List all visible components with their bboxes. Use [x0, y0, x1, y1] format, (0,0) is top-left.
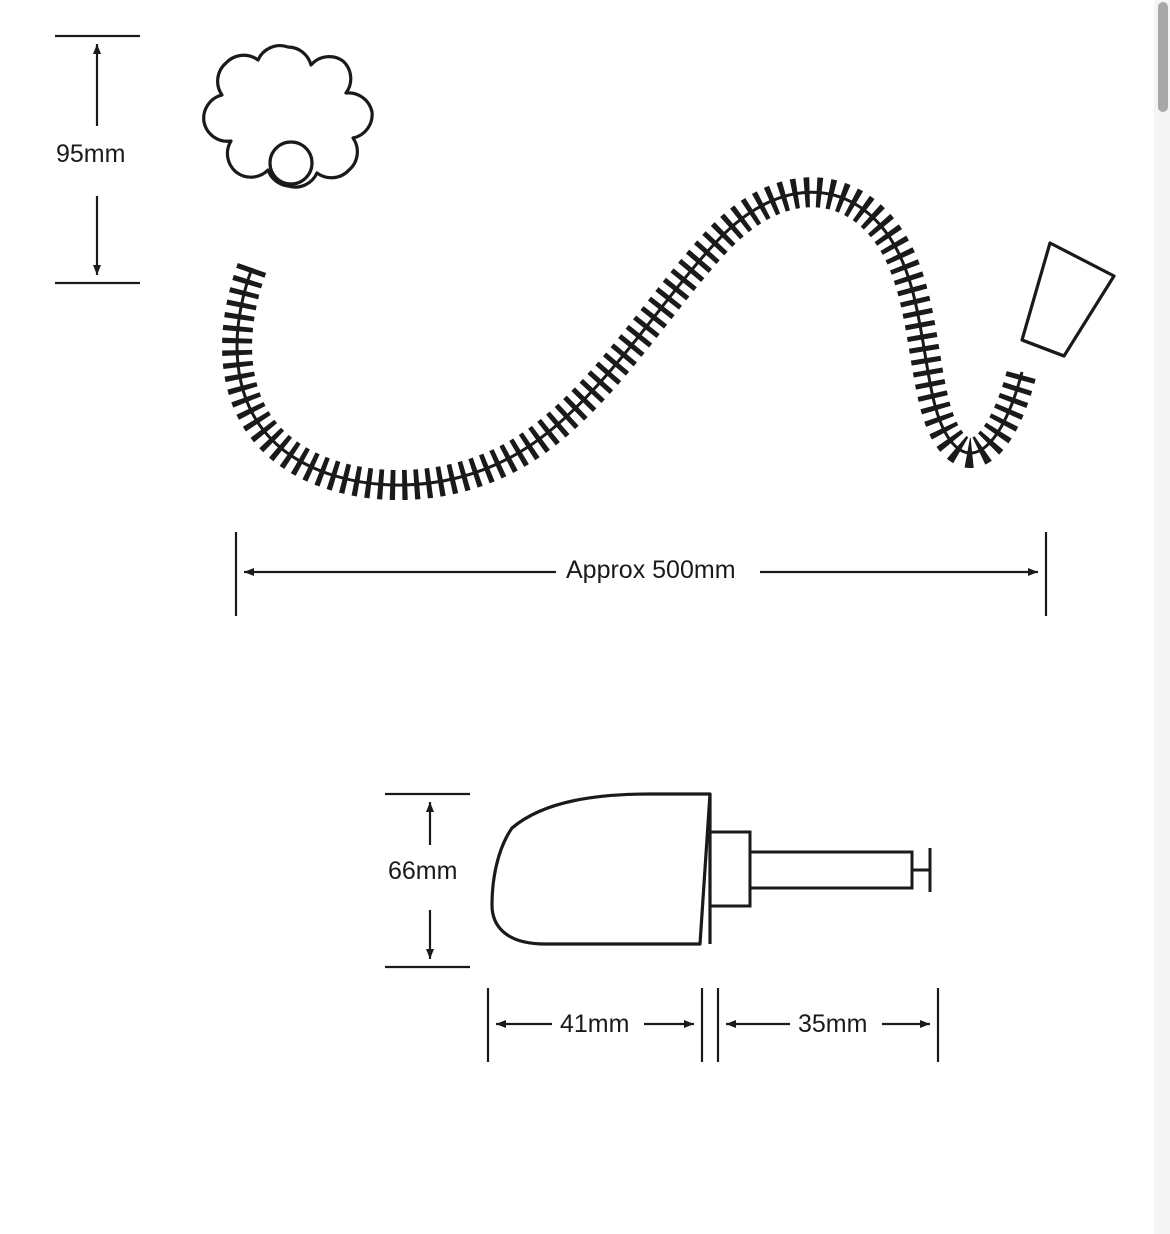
flexible-ribbed-hose — [237, 192, 1022, 485]
flower-shaped-shower-head — [204, 46, 372, 187]
shower-head-center-hole — [270, 142, 312, 184]
t-shaped-end-fitting — [912, 848, 930, 892]
hose-ribbing — [237, 192, 1022, 485]
vertical-scrollbar-thumb[interactable] — [1158, 2, 1168, 112]
dimension-label-approx-500mm: Approx 500mm — [566, 556, 736, 584]
shaft-body — [750, 852, 912, 888]
dimension-label-41mm: 41mm — [560, 1010, 630, 1038]
dimension-label-35mm: 35mm — [798, 1010, 868, 1038]
dimension-label-66mm: 66mm — [388, 857, 458, 885]
cylindrical-shaft — [710, 832, 912, 906]
shaft-collar — [710, 832, 750, 906]
dimension-label-95mm: 95mm — [56, 140, 126, 168]
vertical-scrollbar-track[interactable] — [1154, 0, 1170, 1234]
tapered-handle-body — [492, 794, 710, 944]
tapered-handle-connector — [1022, 243, 1114, 356]
